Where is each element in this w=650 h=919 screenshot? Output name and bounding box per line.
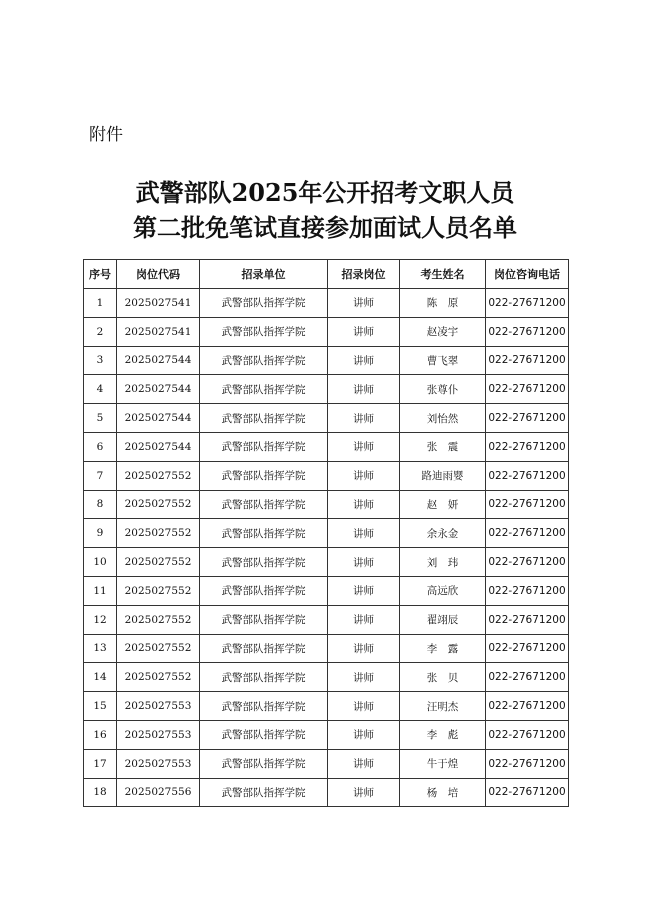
- cell-candidate-name: 曹飞翠: [400, 346, 486, 375]
- document-title-line-1: 武警部队2025年公开招考文职人员: [135, 178, 515, 207]
- cell-position-code: 2025027552: [117, 461, 200, 490]
- cell-recruiting-unit: 武警部队指挥学院: [200, 548, 328, 577]
- cell-seq: 6: [84, 432, 117, 461]
- cell-consult-phone: 022-27671200: [486, 548, 569, 577]
- cell-consult-phone: 022-27671200: [486, 404, 569, 433]
- cell-seq: 11: [84, 576, 117, 605]
- cell-candidate-name: 赵 妍: [400, 490, 486, 519]
- table-row: [84, 778, 569, 807]
- header-consult-phone: 岗位咨询电话: [486, 260, 569, 289]
- cell-recruiting-position: 讲师: [328, 404, 400, 433]
- cell-recruiting-position: 讲师: [328, 778, 400, 807]
- cell-candidate-name: 牛于煌: [400, 749, 486, 778]
- cell-consult-phone: 022-27671200: [486, 692, 569, 721]
- table-row: [84, 576, 569, 605]
- cell-consult-phone: 022-27671200: [486, 490, 569, 519]
- table-row: [84, 519, 569, 548]
- cell-seq: 5: [84, 404, 117, 433]
- table-row: [84, 749, 569, 778]
- cell-candidate-name: 刘怡然: [400, 404, 486, 433]
- cell-consult-phone: 022-27671200: [486, 461, 569, 490]
- cell-position-code: 2025027544: [117, 432, 200, 461]
- cell-position-code: 2025027553: [117, 749, 200, 778]
- cell-candidate-name: 李 彪: [400, 720, 486, 749]
- cell-seq: 14: [84, 663, 117, 692]
- cell-candidate-name: 张 贝: [400, 663, 486, 692]
- header-seq: 序号: [84, 260, 117, 289]
- cell-seq: 18: [84, 778, 117, 807]
- cell-recruiting-unit: 武警部队指挥学院: [200, 692, 328, 721]
- cell-candidate-name: 张 震: [400, 432, 486, 461]
- cell-consult-phone: 022-27671200: [486, 778, 569, 807]
- cell-consult-phone: 022-27671200: [486, 605, 569, 634]
- table-row: [84, 692, 569, 721]
- table-row: [84, 289, 569, 318]
- cell-candidate-name: 陈 原: [400, 289, 486, 318]
- cell-recruiting-position: 讲师: [328, 576, 400, 605]
- cell-recruiting-unit: 武警部队指挥学院: [200, 375, 328, 404]
- cell-position-code: 2025027552: [117, 490, 200, 519]
- cell-recruiting-unit: 武警部队指挥学院: [200, 663, 328, 692]
- cell-recruiting-unit: 武警部队指挥学院: [200, 346, 328, 375]
- cell-seq: 3: [84, 346, 117, 375]
- cell-recruiting-position: 讲师: [328, 548, 400, 577]
- cell-consult-phone: 022-27671200: [486, 289, 569, 318]
- cell-recruiting-unit: 武警部队指挥学院: [200, 605, 328, 634]
- attachment-label: 附件: [89, 125, 123, 145]
- cell-candidate-name: 赵凌宇: [400, 317, 486, 346]
- cell-seq: 15: [84, 692, 117, 721]
- cell-recruiting-position: 讲师: [328, 634, 400, 663]
- table-row: [84, 605, 569, 634]
- cell-consult-phone: 022-27671200: [486, 634, 569, 663]
- cell-candidate-name: 翟翊辰: [400, 605, 486, 634]
- cell-recruiting-unit: 武警部队指挥学院: [200, 490, 328, 519]
- cell-seq: 4: [84, 375, 117, 404]
- cell-recruiting-position: 讲师: [328, 720, 400, 749]
- table-body: [84, 289, 569, 807]
- cell-recruiting-unit: 武警部队指挥学院: [200, 519, 328, 548]
- table-row: [84, 548, 569, 577]
- cell-consult-phone: 022-27671200: [486, 663, 569, 692]
- cell-seq: 8: [84, 490, 117, 519]
- cell-candidate-name: 余永金: [400, 519, 486, 548]
- cell-position-code: 2025027552: [117, 634, 200, 663]
- cell-consult-phone: 022-27671200: [486, 576, 569, 605]
- cell-recruiting-unit: 武警部队指挥学院: [200, 778, 328, 807]
- cell-recruiting-unit: 武警部队指挥学院: [200, 404, 328, 433]
- cell-position-code: 2025027544: [117, 346, 200, 375]
- cell-recruiting-position: 讲师: [328, 605, 400, 634]
- cell-seq: 16: [84, 720, 117, 749]
- cell-consult-phone: 022-27671200: [486, 346, 569, 375]
- table-header-row: [84, 260, 569, 289]
- cell-recruiting-unit: 武警部队指挥学院: [200, 289, 328, 318]
- cell-position-code: 2025027552: [117, 548, 200, 577]
- table-row: [84, 346, 569, 375]
- cell-seq: 1: [84, 289, 117, 318]
- header-recruiting-position: 招录岗位: [328, 260, 400, 289]
- cell-seq: 2: [84, 317, 117, 346]
- cell-seq: 13: [84, 634, 117, 663]
- table-row: [84, 432, 569, 461]
- table-row: [84, 720, 569, 749]
- cell-recruiting-position: 讲师: [328, 692, 400, 721]
- cell-seq: 12: [84, 605, 117, 634]
- document-title-line-2: 第二批免笔试直接参加面试人员名单: [133, 213, 517, 242]
- table-row: [84, 490, 569, 519]
- cell-recruiting-unit: 武警部队指挥学院: [200, 720, 328, 749]
- cell-candidate-name: 路迪雨婴: [400, 461, 486, 490]
- cell-recruiting-unit: 武警部队指挥学院: [200, 461, 328, 490]
- cell-position-code: 2025027552: [117, 519, 200, 548]
- cell-candidate-name: 杨 培: [400, 778, 486, 807]
- cell-position-code: 2025027544: [117, 404, 200, 433]
- cell-candidate-name: 汪明杰: [400, 692, 486, 721]
- cell-position-code: 2025027553: [117, 692, 200, 721]
- cell-consult-phone: 022-27671200: [486, 749, 569, 778]
- cell-consult-phone: 022-27671200: [486, 375, 569, 404]
- cell-position-code: 2025027553: [117, 720, 200, 749]
- cell-recruiting-position: 讲师: [328, 490, 400, 519]
- table-row: [84, 317, 569, 346]
- cell-candidate-name: 刘 玮: [400, 548, 486, 577]
- cell-candidate-name: 高远欣: [400, 576, 486, 605]
- cell-position-code: 2025027552: [117, 663, 200, 692]
- cell-recruiting-unit: 武警部队指挥学院: [200, 749, 328, 778]
- cell-recruiting-unit: 武警部队指挥学院: [200, 317, 328, 346]
- cell-seq: 7: [84, 461, 117, 490]
- cell-recruiting-position: 讲师: [328, 317, 400, 346]
- header-candidate-name: 考生姓名: [400, 260, 486, 289]
- cell-recruiting-position: 讲师: [328, 346, 400, 375]
- table-row: [84, 634, 569, 663]
- cell-candidate-name: 张尊仆: [400, 375, 486, 404]
- cell-position-code: 2025027541: [117, 317, 200, 346]
- interview-roster-table: [83, 259, 569, 807]
- cell-recruiting-position: 讲师: [328, 749, 400, 778]
- cell-recruiting-position: 讲师: [328, 461, 400, 490]
- table-row: [84, 375, 569, 404]
- cell-candidate-name: 李 露: [400, 634, 486, 663]
- cell-recruiting-unit: 武警部队指挥学院: [200, 432, 328, 461]
- cell-consult-phone: 022-27671200: [486, 720, 569, 749]
- cell-recruiting-position: 讲师: [328, 663, 400, 692]
- cell-recruiting-unit: 武警部队指挥学院: [200, 576, 328, 605]
- cell-recruiting-position: 讲师: [328, 375, 400, 404]
- cell-consult-phone: 022-27671200: [486, 519, 569, 548]
- table-row: [84, 404, 569, 433]
- cell-recruiting-position: 讲师: [328, 519, 400, 548]
- header-recruiting-unit: 招录单位: [200, 260, 328, 289]
- cell-position-code: 2025027552: [117, 605, 200, 634]
- cell-seq: 9: [84, 519, 117, 548]
- header-position-code: 岗位代码: [117, 260, 200, 289]
- cell-position-code: 2025027544: [117, 375, 200, 404]
- cell-consult-phone: 022-27671200: [486, 432, 569, 461]
- table-row: [84, 461, 569, 490]
- cell-position-code: 2025027556: [117, 778, 200, 807]
- cell-recruiting-position: 讲师: [328, 432, 400, 461]
- cell-position-code: 2025027541: [117, 289, 200, 318]
- cell-recruiting-position: 讲师: [328, 289, 400, 318]
- cell-consult-phone: 022-27671200: [486, 317, 569, 346]
- cell-position-code: 2025027552: [117, 576, 200, 605]
- cell-seq: 17: [84, 749, 117, 778]
- table-row: [84, 663, 569, 692]
- cell-seq: 10: [84, 548, 117, 577]
- cell-recruiting-unit: 武警部队指挥学院: [200, 634, 328, 663]
